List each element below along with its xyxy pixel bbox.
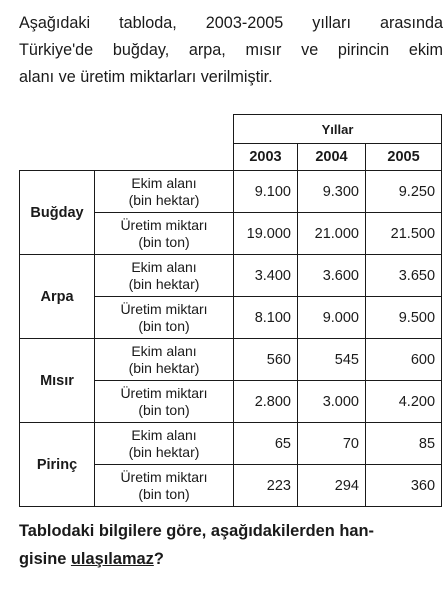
table-corner: [20, 144, 234, 171]
intro-line: alanı ve üretim miktarları verilmiştir.: [19, 68, 273, 86]
table-cell: 21.500: [366, 213, 442, 255]
crop-table: [19, 114, 442, 507]
question-mark: ?: [153, 550, 164, 568]
table-row: [20, 339, 442, 381]
table-cell: 9.250: [366, 171, 442, 213]
table-cell: 3.650: [366, 255, 442, 297]
metric-label: Üretim miktarı (bin ton): [95, 297, 234, 339]
question-line: gisine: [19, 550, 71, 568]
years-header: Yıllar: [234, 115, 442, 144]
crop-name: Pirinç: [20, 423, 95, 507]
table-cell: 8.100: [234, 297, 298, 339]
table-cell: 70: [298, 423, 366, 465]
table-cell: 85: [366, 423, 442, 465]
crop-name: Arpa: [20, 255, 95, 339]
table-cell: 545: [298, 339, 366, 381]
table-cell: 360: [366, 465, 442, 507]
table-cell: 9.500: [366, 297, 442, 339]
intro-paragraph: [19, 10, 443, 91]
table-cell: 65: [234, 423, 298, 465]
table-cell: 294: [298, 465, 366, 507]
table-cell: 3.400: [234, 255, 298, 297]
table-cell: 3.000: [298, 381, 366, 423]
table-cell: 4.200: [366, 381, 442, 423]
table-corner: [20, 115, 234, 144]
table-cell: 223: [234, 465, 298, 507]
table-cell: 9.100: [234, 171, 298, 213]
question-text: [19, 517, 443, 573]
question-emphasis: ulaşılamaz: [70, 550, 154, 568]
table-cell: 9.300: [298, 171, 366, 213]
question-line: Tablodaki bilgilere göre, aşağıdakilerden han-: [19, 522, 374, 540]
metric-label: Üretim miktarı (bin ton): [95, 465, 234, 507]
table-cell: 600: [366, 339, 442, 381]
table-cell: 560: [234, 339, 298, 381]
year-header: 2004: [298, 144, 366, 171]
table-cell: 2.800: [234, 381, 298, 423]
table-row: [20, 423, 442, 465]
year-header: 2003: [234, 144, 298, 171]
table-cell: 21.000: [298, 213, 366, 255]
metric-label: Ekim alanı (bin hektar): [95, 339, 234, 381]
metric-label: Ekim alanı (bin hektar): [95, 171, 234, 213]
intro-line: Aşağıdaki tabloda, 2003-2005 yılları arasında: [19, 14, 443, 32]
metric-label: Üretim miktarı (bin ton): [95, 213, 234, 255]
metric-label: Üretim miktarı (bin ton): [95, 381, 234, 423]
table-cell: 9.000: [298, 297, 366, 339]
crop-name: Mısır: [20, 339, 95, 423]
metric-label: Ekim alanı (bin hektar): [95, 423, 234, 465]
year-header: 2005: [366, 144, 442, 171]
crop-name: Buğday: [20, 171, 95, 255]
table-row: [20, 171, 442, 213]
table-row: [20, 255, 442, 297]
intro-line: Türkiye'de buğday, arpa, mısır ve pirincin ekim: [19, 41, 443, 59]
table-cell: 19.000: [234, 213, 298, 255]
table-cell: 3.600: [298, 255, 366, 297]
metric-label: Ekim alanı (bin hektar): [95, 255, 234, 297]
